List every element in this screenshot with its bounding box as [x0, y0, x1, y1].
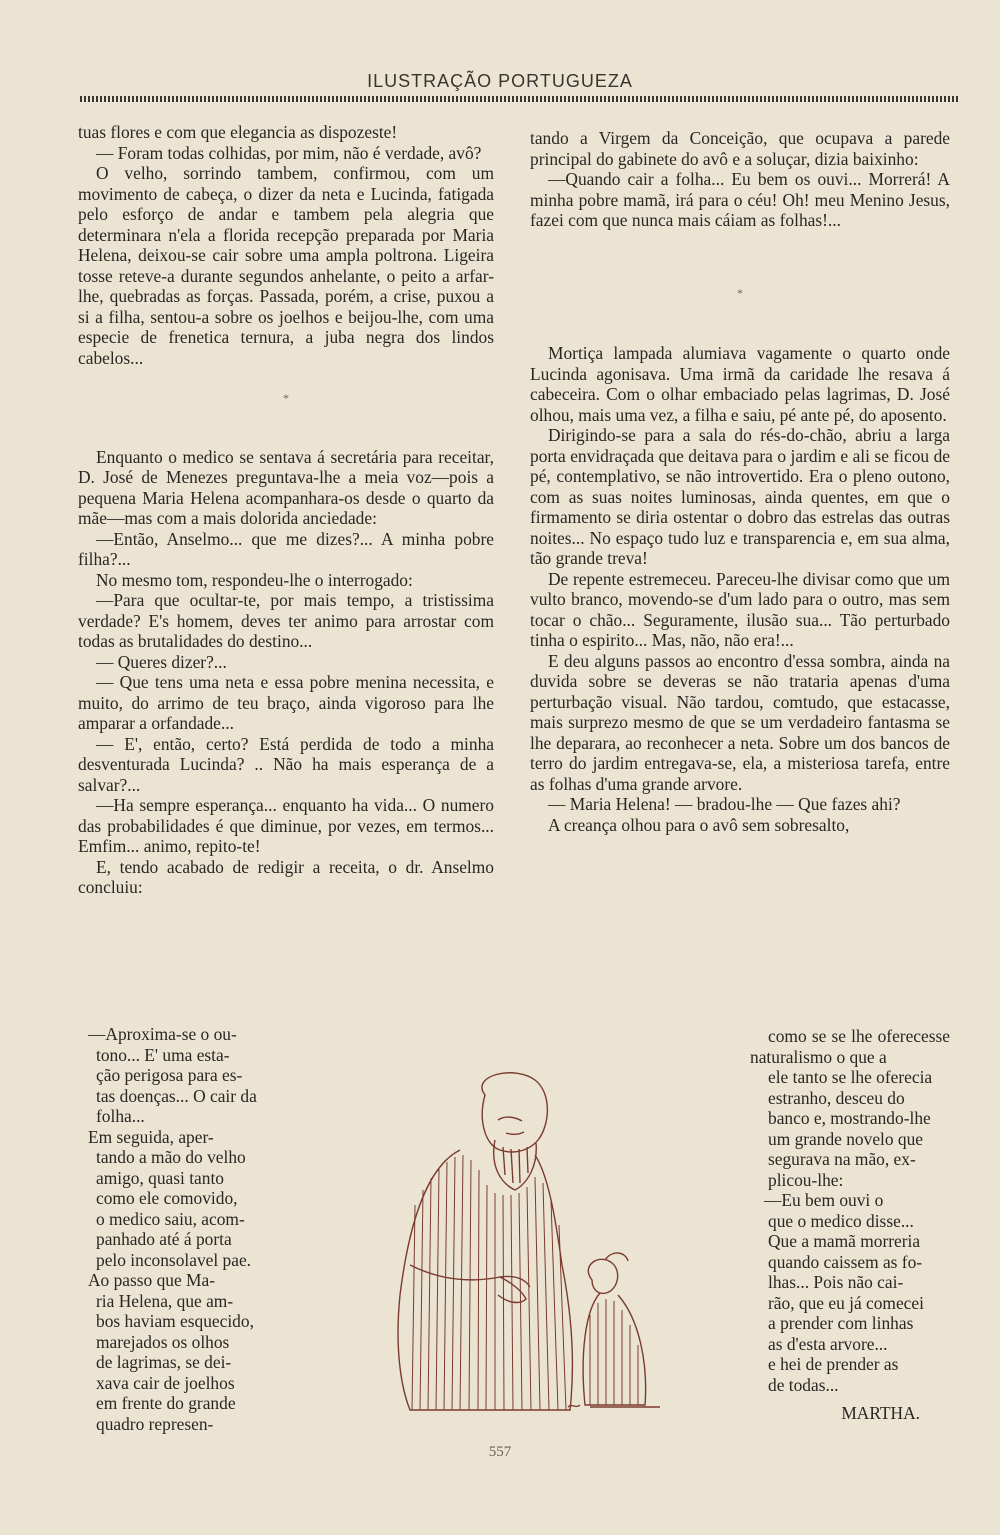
narrow-line: bos haviam esquecido, — [96, 1311, 254, 1331]
illustration-old-man-and-child — [300, 1065, 720, 1425]
narrow-line: tas doenças... O cair da — [96, 1085, 257, 1106]
left-narrow-column — [78, 1024, 270, 1434]
paragraph: A creança olhou para o avô sem sobresalto, — [548, 814, 850, 835]
narrow-line: pelo inconsolavel pae. — [96, 1249, 252, 1270]
narrow-line: e hei de prender as — [768, 1354, 899, 1374]
narrow-line: em frente do grande — [96, 1393, 236, 1413]
narrow-line: Em seguida, aper- — [88, 1126, 214, 1147]
page-number: 557 — [488, 1444, 512, 1460]
narrow-line: ele tanto se lhe oferecia — [768, 1067, 933, 1087]
paragraph: Dirigindo-se para a sala do rés-do-chão, abriu a larga porta envidraçada que deitava para o jardim e ali se ficou de pé, contemplativo, se não introvertido. Era o pleno outono, com as suas noites luminosas, ainda quentes, em que o firmamento se diria ostentar o dobro das estrelas das outras noites... No espaço tudo luz e transparencia e, em sua alma, tão grande treva! — [530, 425, 950, 568]
right-column — [530, 128, 950, 835]
narrow-line: quadro represen- — [96, 1413, 214, 1434]
paragraph: — Queres dizer?... — [96, 651, 227, 672]
narrow-line: como se se lhe oferecesse naturalismo o que a — [750, 1026, 950, 1067]
paragraph: —Então, Anselmo... que me dizes?... A minha pobre filha?... — [78, 528, 494, 569]
narrow-line: Que a mamã morreria — [768, 1231, 921, 1251]
paragraph: E deu alguns passos ao encontro d'essa sombra, ainda na duvida sobre se deveras se não trataria apenas d'uma perturbação visual. Não tardou, comtudo, que estacasse, mais surprezo mesmo de que se um verdadeiro fantasma se lhe deparara, ao reconhecer a neta. Sobre um dos bancos de terro do jardim entregava-se, ela, a misteriosa tarefa, entre as folhas d'uma grande arvore. — [530, 650, 950, 794]
narrow-line: ção perigosa para es- — [96, 1065, 243, 1085]
section-star: * — [737, 285, 743, 300]
narrow-line: lhas... Pois não cai- — [768, 1272, 904, 1292]
paragraph: — Foram todas colhidas, por mim, não é verdade, avô? — [96, 142, 482, 163]
narrow-line: —Eu bem ouvi o — [764, 1190, 884, 1210]
narrow-line: —Aproxima-se o ou- — [88, 1024, 237, 1044]
narrow-line: de lagrimas, se dei- — [96, 1352, 232, 1372]
narrow-line: de todas... — [768, 1374, 839, 1395]
paragraph: tando a Virgem da Conceição, que ocupava a parede principal do gabinete do avô e a soluçar, dizia baixinho: — [530, 128, 950, 169]
paragraph: Mortiça lampada alumiava vagamente o quarto onde Lucinda agonisava. Uma irmã da caridade lhe resava á cabeceira. Com o olhar embaciado pelas lagrimas, D. José olhou, mais uma vez, a filha e saiu, pé ante pé, do aposento. — [530, 343, 950, 425]
narrow-line: plicou-lhe: — [768, 1169, 844, 1190]
narrow-line: amigo, quasi tanto — [96, 1167, 224, 1188]
narrow-line: tono... E' uma esta- — [96, 1044, 230, 1065]
paragraph: — Que tens uma neta e essa pobre menina necessita, e muito, do arrimo de teu braço, ainda vigoroso para lhe amparar a orfandade... — [78, 672, 494, 733]
paragraph: —Quando cair a folha... Eu bem os ouvi... Morrerá! A minha pobre mamã, irá para o céu! Oh! meu Menino Jesus, fazei com que nunca mais cáiam as folhas!... — [530, 169, 950, 230]
narrow-line: segurava na mão, ex- — [768, 1149, 916, 1169]
paragraph: —Para que ocultar-te, por mais tempo, a tristissima verdade? E's homem, deves ter animo para arrostar com todas as brutalidades do destino... — [78, 590, 494, 651]
running-header: ILUSTRAÇÃO PORTUGUEZA — [367, 71, 633, 91]
narrow-line: marejados os olhos — [96, 1331, 230, 1352]
narrow-line: rão, que eu já comecei — [768, 1292, 924, 1313]
narrow-line: panhado até á porta — [96, 1229, 232, 1249]
paragraph: — E', então, certo? Está perdida de todo a minha desventurada Lucinda? .. Não ha mais esperança de a salvar?... — [78, 733, 494, 795]
narrow-line: a prender com linhas — [768, 1313, 914, 1333]
paragraph: E, tendo acabado de redigir a receita, o dr. Anselmo concluiu: — [78, 856, 494, 897]
narrow-line: ria Helena, que am- — [96, 1290, 234, 1311]
paragraph: O velho, sorrindo tambem, confirmou, com um movimento de cabeça, o dizer da neta e Lucinda, fatigada pelo esforço de andar e tambem pela alegria que determinara n'ela a florida recepção preparada por Maria Helena, deixou-se cair sobre uma ampla poltrona. Ligeira tosse reteve-a durante segundos anhelante, o peito a arfar-lhe, quebradas as forças. Passada, porém, a crise, puxou a si a filha, sentou-a sobre os joelhos e beijou-lhe, com uma especie de frenetica ternura, a juba negra dos lindos cabelos... — [78, 163, 494, 368]
header-rule — [80, 96, 960, 102]
paragraph: — Maria Helena! — bradou-lhe — Que fazes ahi? — [548, 794, 901, 814]
narrow-line: as d'esta arvore... — [768, 1333, 888, 1354]
narrow-line: que o medico disse... — [768, 1210, 914, 1231]
narrow-line: folha... — [96, 1106, 145, 1126]
narrow-line: quando caissem as fo- — [768, 1251, 923, 1272]
narrow-line: Ao passo que Ma- — [88, 1270, 216, 1290]
narrow-line: como ele comovido, — [96, 1188, 238, 1208]
section-star: * — [283, 391, 289, 405]
narrow-line: estranho, desceu do — [768, 1087, 905, 1108]
paragraph: —Ha sempre esperança... enquanto ha vida... O numero das probabilidades é que diminue, por vezes, em termos... Emfim... animo, repito-te! — [78, 795, 494, 856]
narrow-line: tando a mão do velho — [96, 1147, 246, 1167]
narrow-line: xava cair de joelhos — [96, 1372, 235, 1393]
right-narrow-column — [750, 1026, 950, 1424]
narrow-line: o medico saiu, acom- — [96, 1208, 245, 1229]
narrow-line: banco e, mostrando-lhe — [768, 1108, 931, 1128]
paragraph: No mesmo tom, respondeu-lhe o interrogado: — [96, 569, 413, 590]
narrow-line: um grande novelo que — [768, 1128, 924, 1149]
author-signature: MARTHA. — [841, 1403, 920, 1423]
left-column — [78, 122, 494, 898]
paragraph: tuas flores e com que elegancia as dispozeste! — [78, 122, 398, 142]
paragraph: Enquanto o medico se sentava á secretária para receitar, D. José de Menezes preguntava-lhe a meia voz—pois a pequena Maria Helena acompanhara-os desde o quarto da mãe—mas com a mais dolorida anciedade: — [78, 446, 494, 528]
paragraph: De repente estremeceu. Pareceu-lhe divisar como que um vulto branco, movendo-se d'um lado para o outro, mas sem tocar o chão... Seguramente, ilusão sua... Tão perturbado tinha o espirito... Mas, não, não era!... — [530, 568, 950, 650]
